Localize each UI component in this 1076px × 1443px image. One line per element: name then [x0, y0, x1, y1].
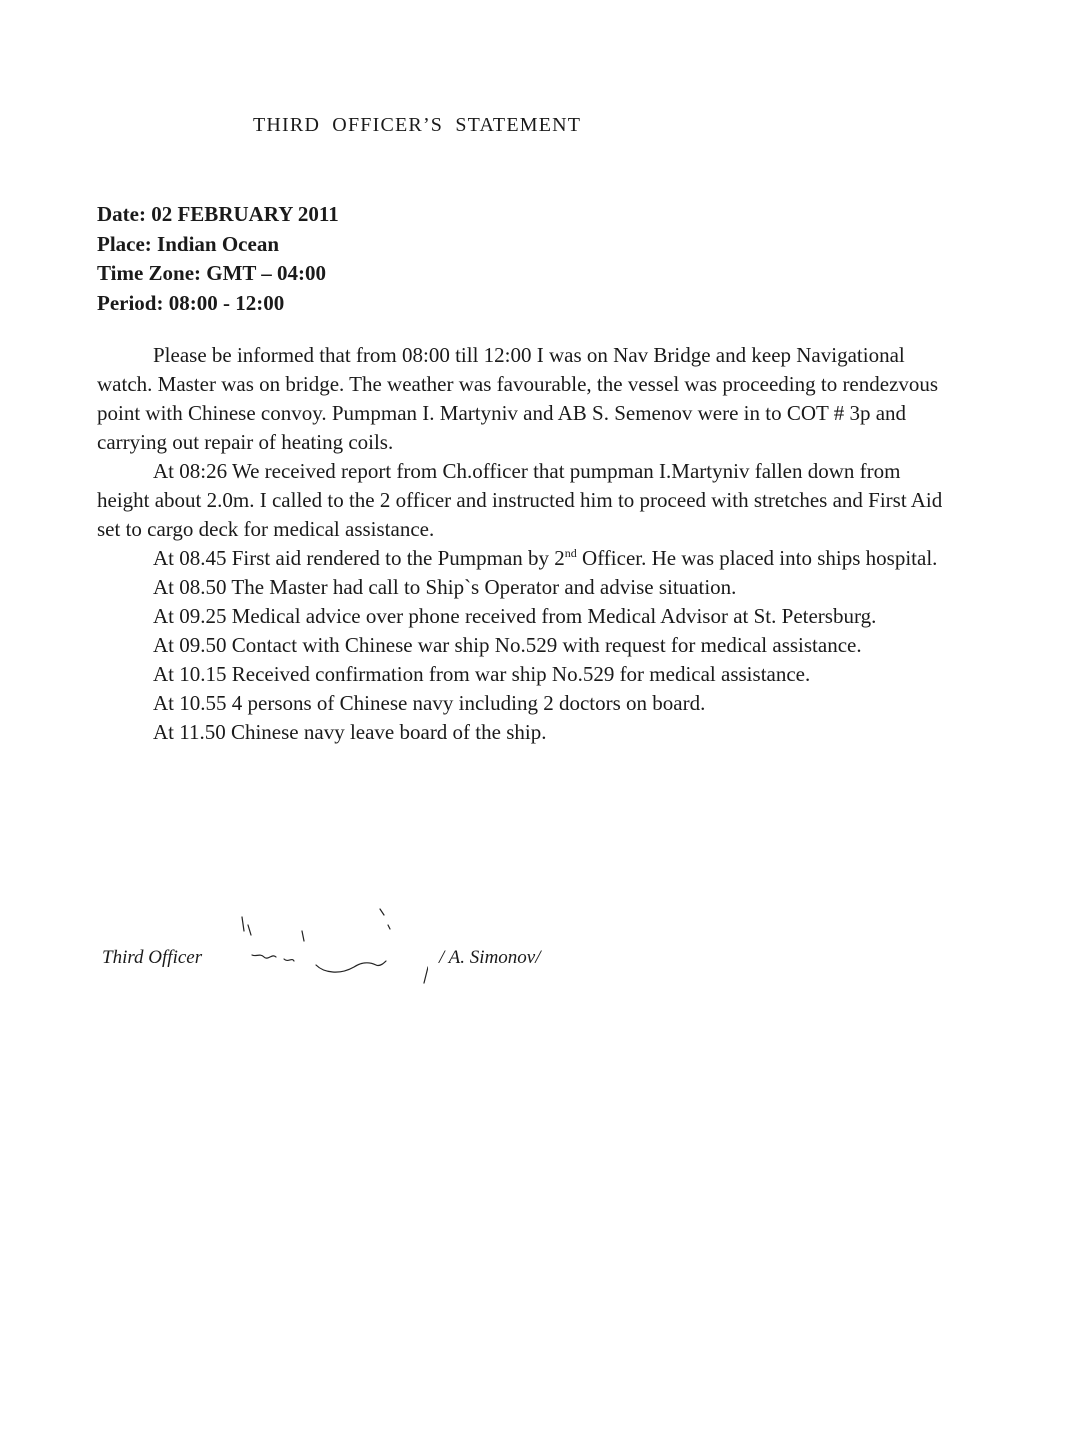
- paragraph-1055: At 10.55 4 persons of Chinese navy including 2 doctors on board.: [153, 691, 706, 715]
- paragraph-0925: At 09.25 Medical advice over phone received from Medical Advisor at St. Petersburg.: [153, 604, 877, 628]
- signature-name: / A. Simonov/: [439, 947, 541, 968]
- meta-place: Place: Indian Ocean: [97, 231, 279, 256]
- paragraph-intro: Please be informed that from 08:00 till 12:00 I was on Nav Bridge and keep Navigational watch. Master was on bridge. The weather was favourable, the vessel was proceeding to rendezvous point with Chinese convoy. Pumpman I. Martyniv and AB S. Semenov were in to COT # 3p and carrying out repair of heating coils.: [97, 343, 939, 454]
- paragraph-1150: At 11.50 Chinese navy leave board of the ship.: [153, 720, 547, 744]
- signature-label: Third Officer: [102, 947, 203, 968]
- paragraph-0845-superscript: nd: [564, 546, 577, 560]
- meta-date: Date: 02 FEBRUARY 2011: [97, 202, 339, 226]
- meta-period: Period: 08:00 - 12:00: [97, 290, 285, 315]
- paragraph-0845-text: At 08.45 First aid rendered to the Pumpman by 2: [153, 546, 565, 570]
- statement-body: [97, 341, 957, 747]
- paragraph-0850: At 08.50 The Master had call to Ship`s Operator and advise situation.: [153, 575, 737, 599]
- handwritten-signature: [228, 905, 428, 985]
- meta-time-zone: Time Zone: GMT – 04:00: [97, 261, 327, 285]
- paragraph-1015: At 10.15 Received confirmation from war ship No.529 for medical assistance.: [153, 662, 811, 686]
- statement-meta: [97, 200, 339, 318]
- paragraph-0826: At 08:26 We received report from Ch.officer that pumpman I.Martyniv fallen down from height about 2.0m. I called to the 2 officer and instructed him to proceed with stretches and First Aid set to cargo deck for medical assistance.: [97, 459, 943, 541]
- paragraph-0950: At 09.50 Contact with Chinese war ship No.529 with request for medical assistance.: [153, 633, 862, 657]
- paragraph-0845: [97, 544, 957, 573]
- paragraph-0845-text-end: Officer. He was placed into ships hospital.: [576, 546, 938, 570]
- document-title: THIRD OFFICER’S STATEMENT: [253, 114, 582, 136]
